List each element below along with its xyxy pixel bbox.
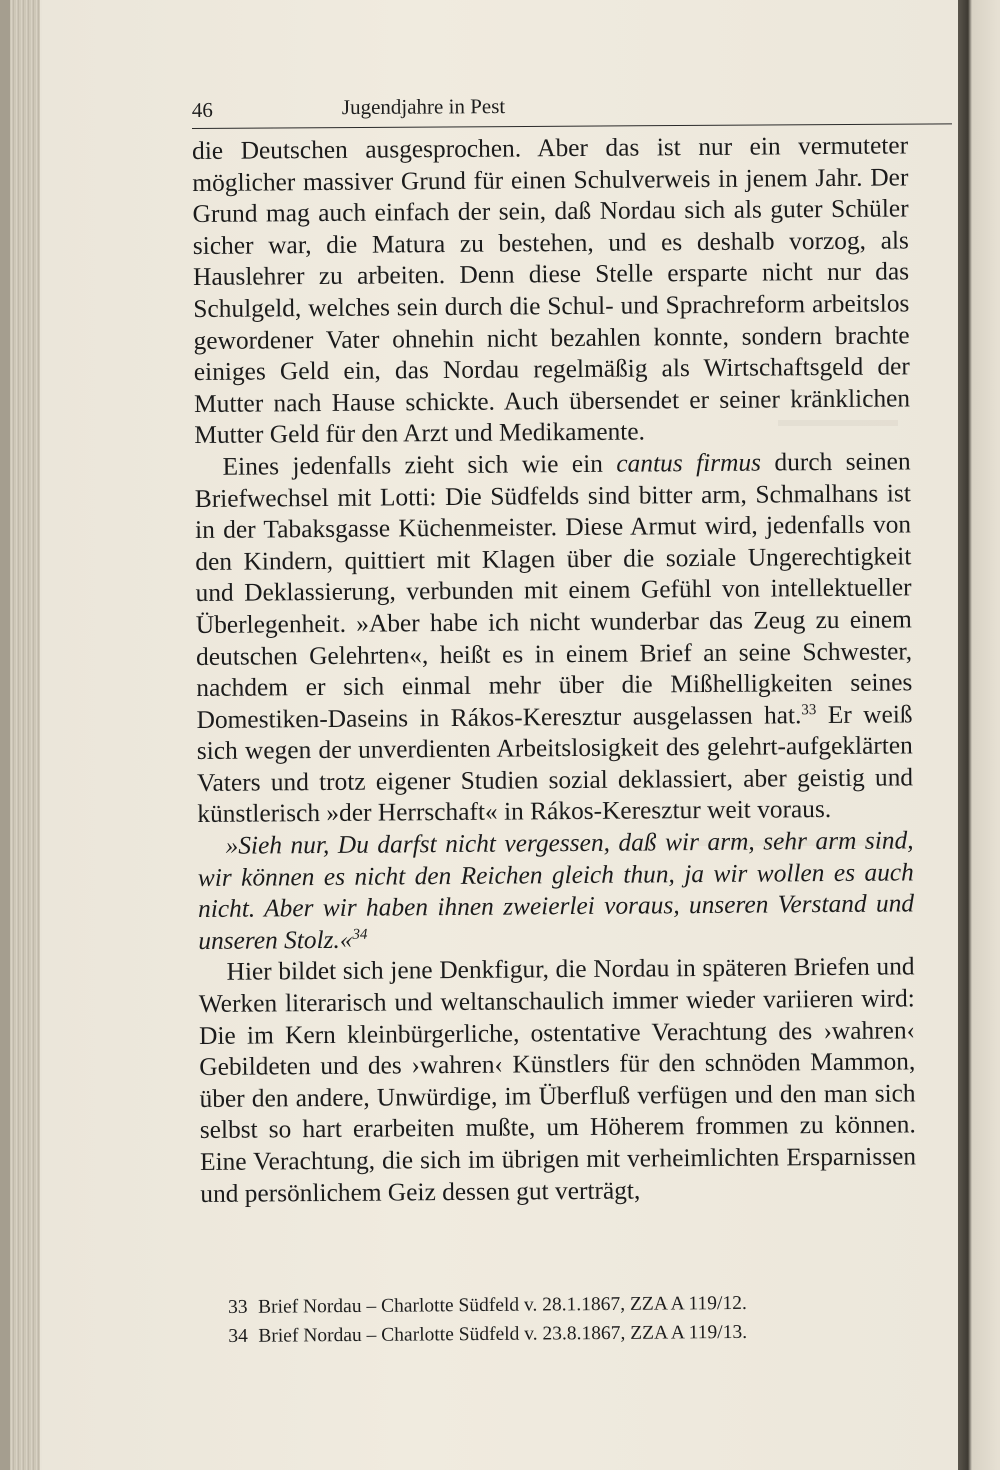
- paragraph: Hier bildet sich jene Denkfigur, die Nordau in späteren Briefen und Werken literarisch und weltanschaulich immer wieder variieren wird: Die im Kern kleinbürgerliche, ostentative Verachtung des ›wahren‹ Gebildeten und des ›wahren‹ Künstlers für den schnöden Mammon, über den andere, Unwürdige, im Überfluß verfügen und den man sich selbst so hart erarbeiten mußte, um Höherem frommen zu können. Eine Verachtung, die sich im übrigen mit verheimlichten Ersparnissen und persönlichem Geiz dessen gut verträgt,: [198, 952, 917, 1208]
- italic-term: cantus firmus: [616, 448, 762, 478]
- footnote-text: Brief Nordau – Charlotte Südfeld v. 23.8.1867, ZZA A 119/13.: [258, 1321, 748, 1347]
- paragraph: [194, 446, 913, 831]
- block-quote: [197, 825, 914, 957]
- paragraph: die Deutschen ausgesprochen. Aber das ist nur ein vermuteter möglicher massiver Grund für einen Schulverweis in jenem Jahr. Der Grund mag auch einfach der sein, daß Nordau sich als guter Schüler sicher war, die Matura zu bestehen, und es deshalb vorzog, als Hauslehrer zu arbeiten. Denn diese Stelle ersparte nicht nur das Schulgeld, welches sein durch die Schul- und Sprachreform arbeitslos gewordener Vater ohnehin nicht bezahlen konnte, sondern brachte einiges Geld ein, das Nordau regelmäßig als Wirtschaftsgeld der Mutter nach Hause schickte. Auch übersendet er seiner kränklichen Mutter Geld für den Arzt und Medikamente.: [192, 131, 911, 450]
- body-text: [192, 130, 916, 1210]
- text-run: Eines jedenfalls zieht sich wie ein: [222, 449, 617, 481]
- footnote-text: Brief Nordau – Charlotte Südfeld v. 28.1.1867, ZZA A 119/12.: [258, 1292, 747, 1318]
- next-page-edge: [958, 0, 1000, 1470]
- footnote-ref: 34: [352, 926, 368, 943]
- footnote-ref: 33: [801, 701, 817, 718]
- book-page: [42, 0, 958, 1470]
- footnote: [228, 1317, 908, 1351]
- footnote-number: 34: [228, 1325, 248, 1347]
- footnote-number: 33: [228, 1296, 248, 1318]
- page-header: [192, 89, 952, 129]
- footnotes: [228, 1288, 908, 1351]
- text-run: Er weiß sich wegen der unverdienten Arbeitslosigkeit des gelehrt-aufgeklärten Vaters und trotz eigener Studien sozial deklassiert, aber geistig und künstlerisch »der Herrschaft« in Rákos-Keresztur weit voraus.: [196, 700, 914, 829]
- page-number: 46: [191, 97, 213, 123]
- running-head: Jugendjahre in Pest: [341, 94, 506, 120]
- binding-shadow: [0, 0, 10, 1470]
- text-run: durch seinen Briefwechsel mit Lotti: Die Südfelds sind bitter arm, Schmalhans ist in der Tabaksgasse Küchenmeister. Diese Armut wird, jedenfalls von den Kindern, quittiert mit Klagen über die soziale Ungerechtigkeit und Deklassierung, verbunden mit einem Gefühl von intellektueller Überlegenheit. »Aber habe ich nicht wunderbar das Zeug zu einem deutschen Gelehrten«, heißt es in einem Brief an seine Schwester, nachdem er sich einmal mehr über die Mißhelligkeiten seines Domestiken-Daseins in Rákos-Keresztur ausgelassen hat.: [194, 447, 913, 734]
- quote-text: »Sieh nur, Du darfst nicht vergessen, daß wir arm, sehr arm sind, wir können es nicht den Reichen gleich thun, ja wir wollen es auch nicht. Aber wir haben ihnen zweierlei voraus, unseren Verstand und unseren Stolz.«: [197, 826, 915, 955]
